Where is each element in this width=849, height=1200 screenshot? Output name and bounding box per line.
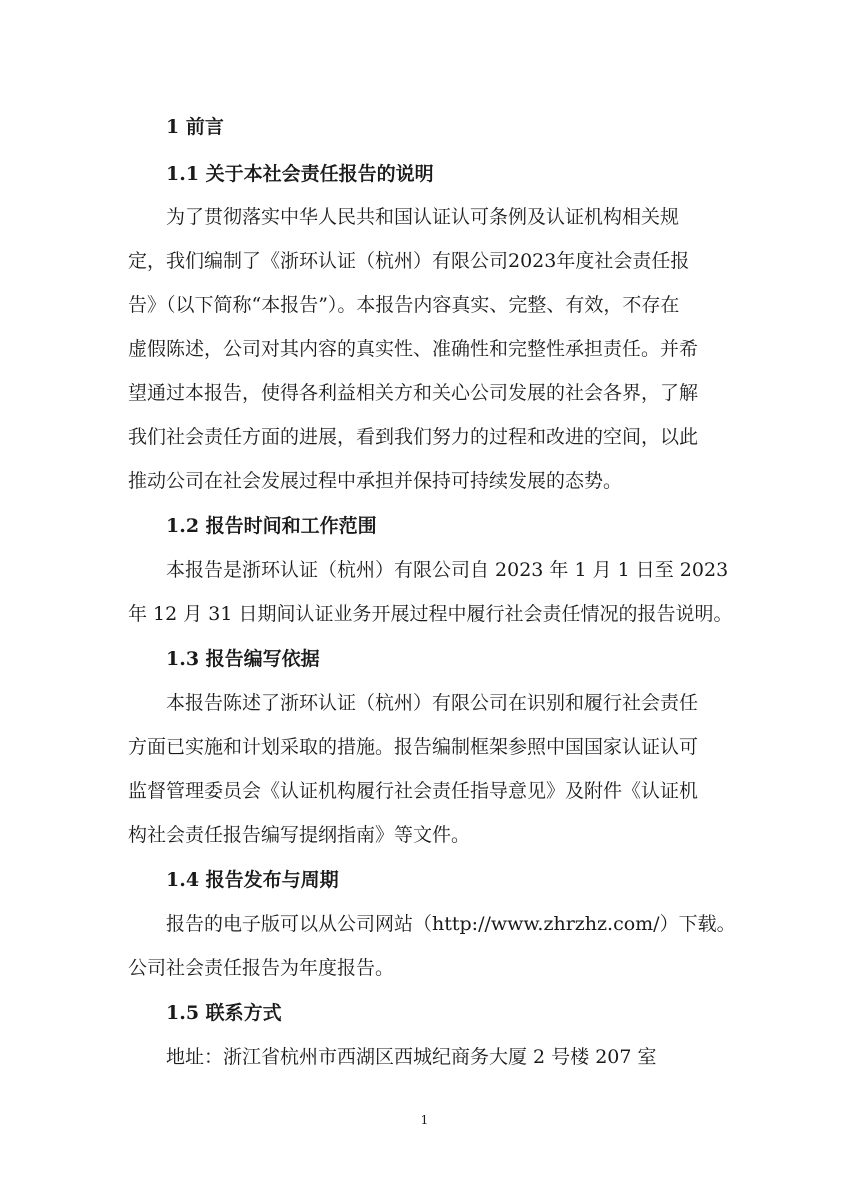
subsection-heading-about-report: 1.1 关于本社会责任报告的说明	[166, 163, 434, 185]
section-heading-preface: 1 前言	[166, 116, 224, 138]
paragraph-line: 我们社会责任方面的进展，看到我们努力的过程和改进的空间，以此	[128, 426, 699, 448]
paragraph-line: 推动公司在社会发展过程中承担并保持可持续发展的态势。	[128, 470, 623, 492]
subsection-heading-time-scope: 1.2 报告时间和工作范围	[166, 515, 377, 537]
paragraph-line-website: 报告的电子版可以从公司网站（http://www.zhrzhz.com/）下载。	[166, 913, 736, 935]
paragraph-line: 告》（以下简称“本报告”）。本报告内容真实、完整、有效，不存在	[128, 294, 680, 316]
paragraph-line: 虚假陈述，公司对其内容的真实性、准确性和完整性承担责任。并希	[128, 338, 699, 360]
contact-address: 地址：浙江省杭州市西湖区西城纪商务大厦 2 号楼 207 室	[166, 1046, 657, 1068]
paragraph-line: 为了贯彻落实中华人民共和国认证认可条例及认证机构相关规	[166, 206, 680, 228]
paragraph-line: 监督管理委员会《认证机构履行社会责任指导意见》及附件《认证机	[128, 780, 699, 802]
subsection-heading-publication: 1.4 报告发布与周期	[166, 869, 339, 891]
page-number: 1	[420, 1113, 429, 1127]
paragraph-line: 本报告陈述了浙环认证（杭州）有限公司在识别和履行社会责任	[166, 692, 699, 714]
paragraph-line: 公司社会责任报告为年度报告。	[128, 957, 395, 979]
paragraph-line: 方面已实施和计划采取的措施。报告编制框架参照中国国家认证认可	[128, 736, 699, 758]
subsection-heading-basis: 1.3 报告编写依据	[166, 648, 320, 670]
paragraph-line: 本报告是浙环认证（杭州）有限公司自 2023 年 1 月 1 日至 2023	[166, 559, 729, 581]
paragraph-line: 定，我们编制了《浙环认证（杭州）有限公司2023年度社会责任报	[128, 250, 690, 272]
subsection-heading-contact: 1.5 联系方式	[166, 1002, 282, 1024]
paragraph-line: 望通过本报告，使得各利益相关方和关心公司发展的社会各界，了解	[128, 382, 699, 404]
paragraph-line: 构社会责任报告编写提纲指南》等文件。	[128, 824, 471, 846]
paragraph-line: 年 12 月 31 日期间认证业务开展过程中履行社会责任情况的报告说明。	[128, 603, 733, 625]
